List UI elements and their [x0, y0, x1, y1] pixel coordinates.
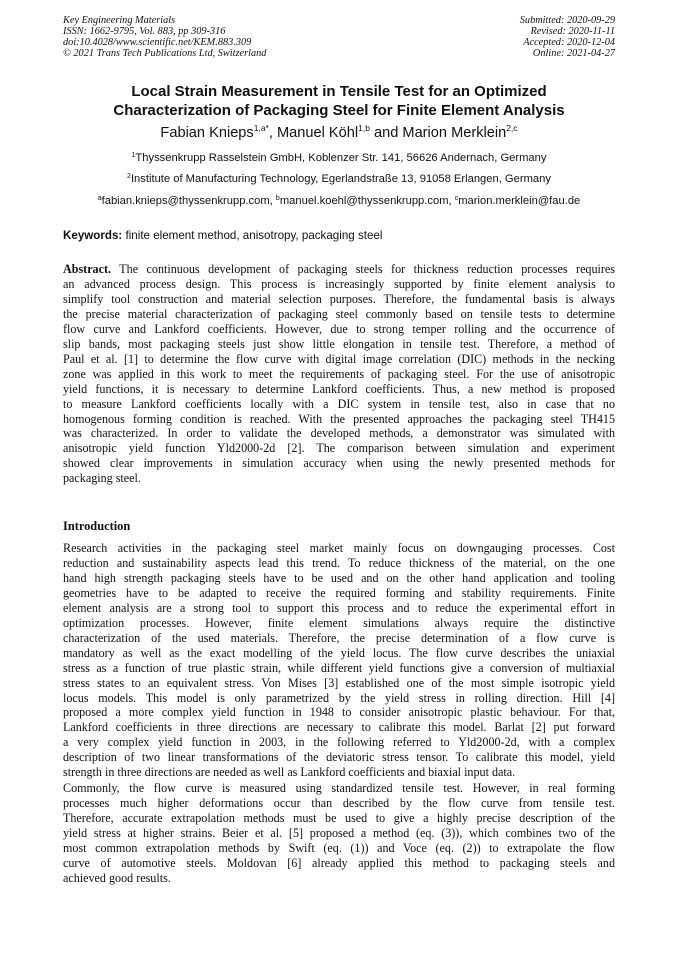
journal-name: Key Engineering Materials [63, 15, 176, 26]
abstract-line: flow curve and Lankford coefficients. However, due to strong temper rolling and the occurrence of [63, 321, 615, 336]
author-superscript: 2,c [506, 123, 518, 133]
keywords-label: Keywords: [63, 229, 123, 242]
paragraph-line: curve of automotive steels. Moldovan [6] already applied this method to packaging steels and [63, 855, 615, 870]
affiliation-marker: 2 [127, 173, 131, 180]
journal-doi[interactable]: doi:10.4028/www.scientific.net/KEM.883.309 [63, 37, 252, 48]
date-accepted: Accepted: 2020-12-04 [523, 37, 615, 48]
abstract-line: showed clear improvements in simulation accuracy when using the newly presented methods for [63, 456, 615, 471]
paper-title [40, 83, 638, 120]
author-name: Manuel Köhl [276, 125, 359, 141]
author-emails [40, 194, 638, 208]
paragraph-line: characterization of the used materials. Therefore, the precise determination of a flow curve is [63, 630, 615, 645]
paragraph-line: achieved good results. [63, 870, 171, 885]
paragraph-line: element analysis are a strong tool to support this process and to reduce the experimental effort in [63, 600, 615, 615]
abstract-line: anisotropic yield function Yld2000-2d [2]. The comparison between simulation and experiment [63, 441, 615, 456]
paper-title-line: Local Strain Measurement in Tensile Test for an Optimized [131, 83, 547, 100]
email-marker: a [97, 195, 102, 202]
paragraph-line: mandatory as well as the exact modelling of the yield locus. The flow curve describes the uniaxial [63, 645, 615, 660]
abstract-line: the precise material characterization of packaging steel commonly based on tensile tests to determine [63, 306, 615, 321]
paragraph-line: Lankford coefficients in three directions are necessary to calibrate this model. Barlat [2] put forward [63, 720, 615, 735]
paragraph-line: most common extrapolation methods by Swift (eq. (1)) and Voce (eq. (2)) to extrapolate the flow [63, 840, 615, 855]
abstract-label: Abstract. [63, 262, 112, 276]
journal-copyright: © 2021 Trans Tech Publications Ltd, Switzerland [63, 48, 267, 59]
paragraph-line: a very complex yield function in 2003, in the following referred to Yld2000-2d, with a complex [63, 735, 615, 750]
author-superscript: 1,b [358, 123, 370, 133]
section-heading-introduction: Introduction [63, 519, 131, 533]
keywords-text: finite element method, anisotropy, packaging steel [122, 229, 383, 242]
paragraph-line: reduction and sustainability aspects lead this trend. To reduce thickness of the material, on the one [63, 555, 615, 570]
email-link[interactable]: manuel.koehl@thyssenkrupp.com, [279, 195, 455, 207]
paragraph-line: strength in three directions are needed as well as Lankford coefficients and biaxial input data. [63, 765, 516, 780]
email-link[interactable]: marion.merklein@fau.de [458, 195, 581, 207]
author-name: Fabian Knieps [160, 125, 254, 141]
paragraph-line: Commonly, the flow curve is measured using standardized tensile test. However, in real forming [63, 781, 615, 795]
abstract-line: slip bands, most packaging steels just show little elongation in tensile test. Therefore, a method of [63, 336, 615, 351]
affiliation-text: Thyssenkrupp Rasselstein GmbH, Koblenzer Str. 141, 56626 Andernach, Germany [135, 152, 547, 164]
paragraph-line: hand high strength packaging steels have to be used and on the other hand application and tooling [63, 570, 615, 585]
paragraph-line: stress as a function of true plastic strain, while different yield functions give a conversion of multiaxial [63, 660, 615, 675]
email-link[interactable]: fabian.knieps@thyssenkrupp.com, [101, 195, 276, 207]
abstract-line: to measure Lankford coefficients locally with a DIC system in tensile test, also in case that no [63, 396, 615, 411]
journal-info [63, 15, 266, 59]
abstract-line-text: The continuous development of packaging steels for thickness reduction processes requires [111, 262, 615, 276]
publication-dates [520, 15, 615, 59]
abstract-line: zone was applied in this work to meet the requirements of packaging steel. For the use of anisotropic [63, 366, 615, 381]
paragraph-line: description of two linear transformations of the deviatoric stress tensor. To calibrate this model, yield [63, 750, 615, 765]
date-online: Online: 2021-04-27 [532, 48, 615, 59]
paragraph-line: geometries have to be adapted to receive the required forming and stability requirements. Finite [63, 585, 615, 600]
author-separator: and [369, 125, 403, 141]
date-revised: Revised: 2020-11-11 [530, 26, 615, 37]
abstract-line: simplify tool construction and material selection purposes. Therefore, the fundamental basis is always [63, 291, 615, 306]
author-superscript: 1,a* [253, 123, 269, 133]
email-marker: b [275, 195, 280, 202]
introduction-paragraph [63, 541, 615, 780]
paragraph-line: stress states to an equivalent stress. Von Mises [3] established one of the most simple isotropic yield [63, 675, 615, 690]
affiliation-marker: 1 [131, 152, 136, 159]
paragraph-line: processes much higher deformations occur than described by the flow curve from tensile test. [63, 795, 615, 810]
affiliation-1 [40, 151, 638, 165]
paragraph-line: Therefore, accurate extrapolation methods must be used to give a highly precise description of the [63, 810, 615, 825]
abstract-line: an advanced process design. This process is increasingly supported by finite element analysis to [63, 276, 615, 291]
paragraph-line: proposed a more complex yield function in 1948 to consider anisotropic plastic behaviour. For that, [63, 705, 615, 720]
abstract [63, 262, 615, 486]
abstract-line [63, 262, 615, 277]
paragraph-line: locus models. This model is only parametrized by the yield stress in rolling direction. Hill [4] [63, 690, 615, 705]
paragraph-line: optimization processes. However, finite element simulations always require the distinctive [63, 615, 615, 630]
author-list [40, 124, 638, 142]
abstract-line: was characterized. In order to validate the developed methods, a demonstrator was simulated with [63, 426, 615, 441]
abstract-line: yield functions, it is necessary to determine Lankford coefficients. Thus, a new method is proposed [63, 381, 615, 396]
paper-title-line: Characterization of Packaging Steel for Finite Element Analysis [113, 101, 565, 119]
paragraph-line: yield stress at higher strains. Beier et al. [5] proposed a method (eq. (3)), which combines two of the [63, 825, 615, 840]
keywords [63, 229, 615, 243]
author-separator: , [268, 125, 277, 141]
abstract-line: homogenous forming condition is reached. With the presented approaches the packaging steel TH415 [63, 411, 615, 426]
author-name: Marion Merklein [402, 125, 507, 141]
date-submitted: Submitted: 2020-09-29 [519, 15, 615, 26]
abstract-line: Paul et al. [1] to determine the flow curve with digital image correlation (DIC) methods in the necking [63, 351, 615, 366]
journal-issn: ISSN: 1662-9795, Vol. 883, pp 309-316 [63, 26, 226, 37]
affiliation-2 [40, 172, 638, 186]
introduction-paragraph [63, 781, 615, 886]
email-marker: c [454, 195, 459, 202]
abstract-line: packaging steel. [63, 471, 141, 486]
paragraph-line: Research activities in the packaging steel market mainly focus on downgauging processes. Cost [63, 541, 615, 555]
affiliation-text: Institute of Manufacturing Technology, Egerlandstraße 13, 91058 Erlangen, Germany [130, 173, 551, 185]
